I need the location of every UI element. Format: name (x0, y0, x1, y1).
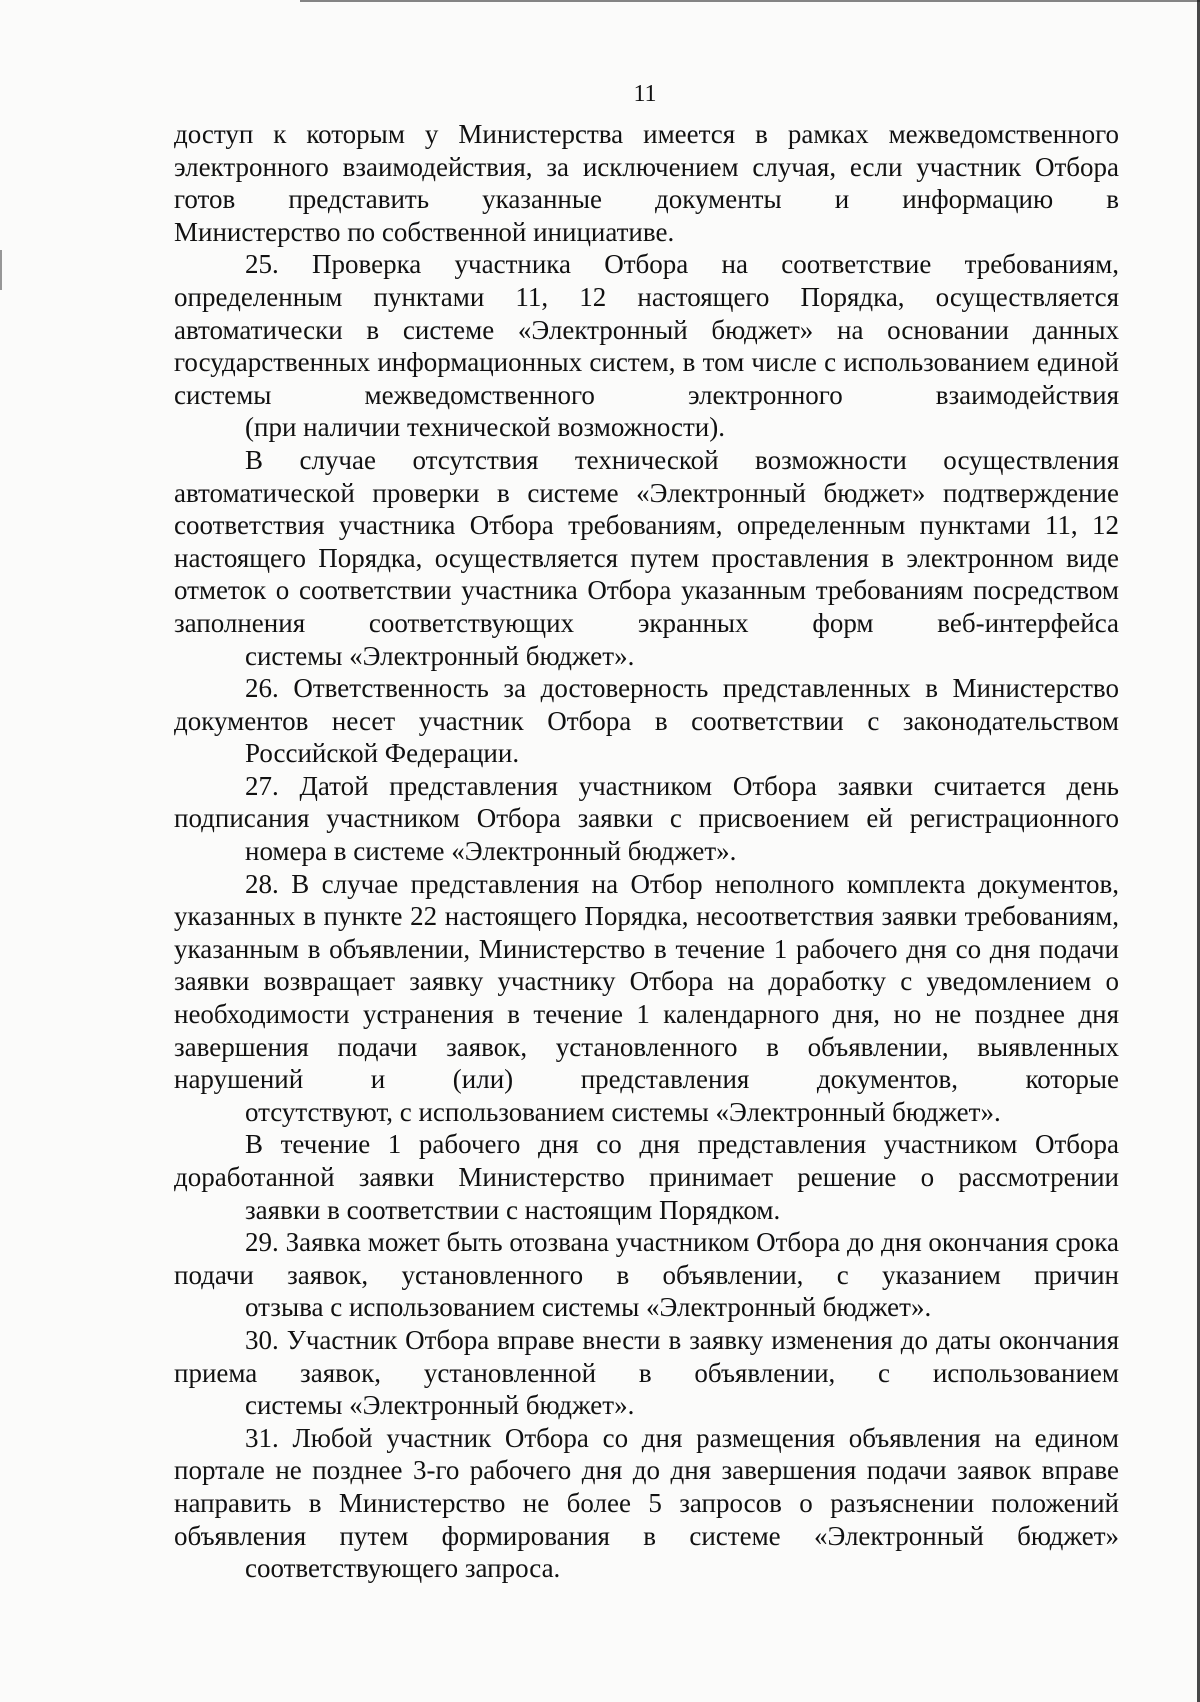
text-line: системы «Электронный бюджет». (245, 1390, 635, 1421)
paragraph-25-cont (174, 444, 1119, 672)
text-line: номера в системе «Электронный бюджет». (245, 836, 737, 867)
text-line: требованиям, указанным в объявлении, Министерство в течение 1 рабочего (174, 901, 1119, 964)
text-line: указанных в пункте 22 настоящего Порядка, несоответствия заявки (174, 901, 957, 932)
document-body (174, 118, 1119, 1585)
text-line: 29. Заявка может быть отозвана участником Отбора до дня окончания (245, 1227, 1049, 1258)
paragraph-28-cont (174, 1128, 1119, 1226)
text-line: единой системы межведомственного электронного взаимодействия (174, 347, 1119, 410)
page-number: 11 (633, 81, 657, 107)
scan-mark-left (0, 250, 2, 290)
paragraph-27 (174, 770, 1119, 868)
text-line: но не позднее дня завершения подачи заявок, установленного в объявлении, (174, 999, 1119, 1062)
text-line: определенным пунктами 11, 12 настоящего Порядка, осуществляется (174, 281, 1119, 312)
text-line: 28. В случае представления на Отбор неполного комплекта документов, (245, 868, 1119, 899)
text-line: срока подачи заявок, установленного в объявлении, с указанием причин (174, 1227, 1120, 1290)
text-line: выявленных нарушений и (или) представления документов, которые (174, 1031, 1119, 1095)
text-line: отзыва с использованием системы «Электронный бюджет». (245, 1292, 932, 1323)
paragraph-intro-continuation (174, 118, 1119, 248)
text-line: окончания приема заявок, установленной в объявлении, с использованием (174, 1324, 1119, 1388)
text-line: с уведомлением о необходимости устранения в течение 1 календарного дня, (174, 966, 1119, 1030)
text-line: автоматически в системе «Электронный бюджет» на основании данных (174, 314, 1119, 345)
text-line: В случае отсутствия технической возможности осуществления (245, 444, 1119, 475)
text-line: 26. Ответственность за достоверность представленных в Министерство (245, 673, 1119, 704)
paragraph-25 (174, 248, 1119, 444)
paragraph-29 (174, 1226, 1119, 1324)
text-line: автоматической проверки в системе «Электронный бюджет» подтверждение (174, 477, 1119, 508)
text-line: системы «Электронный бюджет». (245, 640, 635, 671)
text-line: доступ к которым у Министерства имеется в рамках межведомственного (174, 119, 1119, 149)
text-line: 30. Участник Отбора вправе внести в заявку изменения до даты (245, 1324, 991, 1355)
text-line: отсутствуют, с использованием системы «Электронный бюджет». (245, 1096, 1001, 1127)
text-line: 25. Проверка участника Отбора на соответствие требованиям, (245, 249, 1119, 280)
text-line: посредством заполнения соответствующих экранных форм веб-интерфейса (174, 575, 1119, 638)
text-line: заявки в соответствии с настоящим Порядком. (245, 1194, 781, 1225)
text-line: Российской Федерации. (245, 738, 520, 769)
text-line: 27. Датой представления участником Отбора заявки считается день (245, 770, 1119, 801)
text-line: Отбора готов представить указанные документы и информацию в (174, 151, 1120, 215)
text-line: документов несет участник Отбора в соответствии с законодательством (174, 705, 1119, 736)
text-line: отметок о соответствии участника Отбора указанным требованиям (174, 575, 964, 606)
text-line: настоящего Порядка, осуществляется путем проставления в электронном виде (174, 542, 1119, 573)
text-line: 31. Любой участник Отбора со дня размещения объявления на едином (245, 1422, 1119, 1453)
paragraph-28 (174, 868, 1119, 1129)
text-line: государственных информационных систем, в том числе с использованием (174, 347, 1030, 378)
text-line: доработанной заявки Министерство принимает решение о рассмотрении (174, 1162, 1119, 1192)
text-line: электронного взаимодействия, за исключением случая, если участник (174, 151, 1022, 182)
paragraph-30 (174, 1324, 1119, 1422)
text-line: портале не позднее 3-го рабочего дня до дня завершения подачи заявок вправе (174, 1455, 1119, 1486)
text-line: (при наличии технической возможности). (245, 412, 725, 443)
paragraph-26 (174, 672, 1119, 770)
text-line: объявления путем формирования в системе «Электронный бюджет» (174, 1520, 1119, 1551)
paragraph-31 (174, 1422, 1119, 1585)
text-line: Министерство по собственной инициативе. (174, 216, 675, 247)
scan-edge-top (300, 0, 1200, 2)
text-line: подписания участником Отбора заявки с присвоением ей регистрационного (174, 803, 1119, 834)
text-line: направить в Министерство не более 5 запросов о разъяснении положений (174, 1487, 1119, 1518)
text-line: соответствия участника Отбора требованиям, определенным пунктами 11, 12 (174, 510, 1119, 541)
text-line: соответствующего запроса. (245, 1553, 561, 1584)
text-line: В течение 1 рабочего дня со дня представления участником Отбора (245, 1129, 1119, 1160)
text-line: дня со дня подачи заявки возвращает заявку участнику Отбора на доработку (174, 933, 1119, 997)
